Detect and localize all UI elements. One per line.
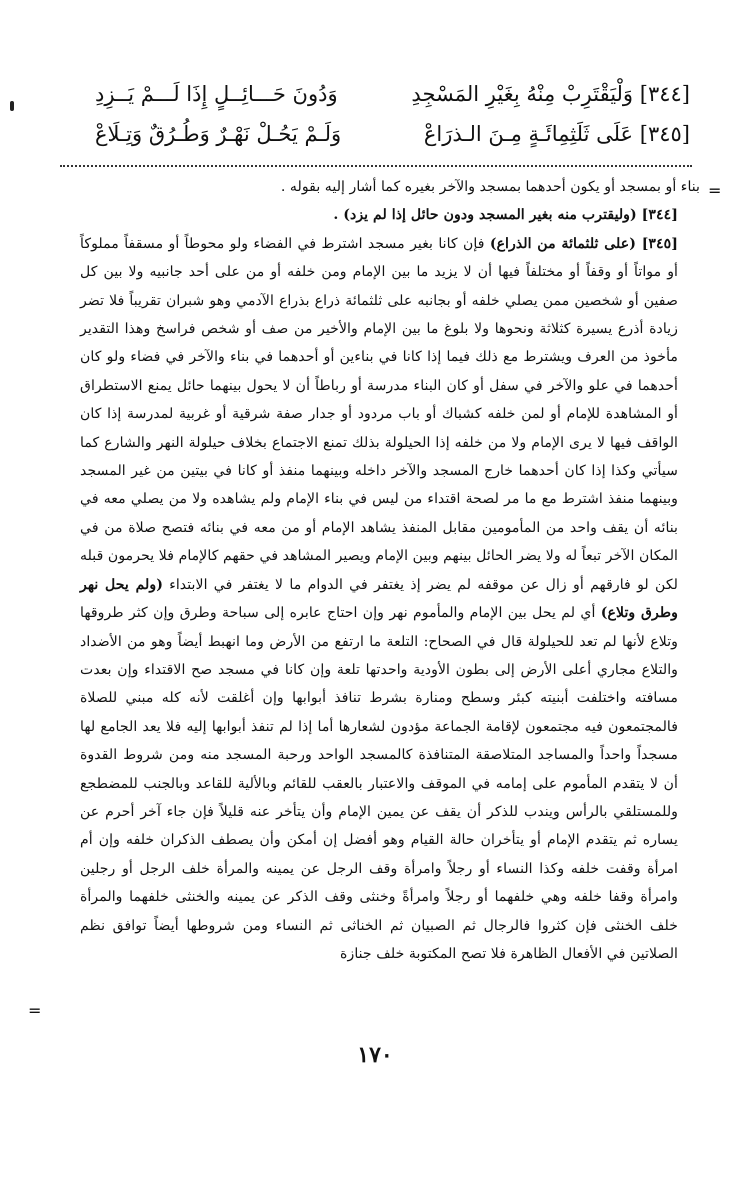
- commentary-intro: بناء أو بمسجد أو يكون أحدهما بمسجد والآخر بغيره كما أشار إليه بقوله .: [280, 179, 700, 195]
- commentary-quote-344: [٣٤٤] (وليقترب منه بغير المسجد ودون حائل إذا لم يزد) .: [333, 207, 678, 224]
- continuation-mark-top: =: [708, 181, 722, 200]
- verse-344-first-hemistich: [٣٤٤] وَلْيَقْتَرِبْ مِنْهُ بِغَيْرِ المَسْجِدِ: [411, 82, 690, 106]
- verse-block: [95, 74, 690, 154]
- commentary: [80, 173, 700, 968]
- verse-344-second-hemistich: وَدُونَ حَـــائِــلٍ إِذَا لَـــمْ يَــزِدِ: [95, 82, 338, 106]
- verse-commentary-separator: [60, 165, 692, 167]
- verse-345-second-hemistich: وَلَـمْ يَحُـلْ نَهْـرٌ وَطُـرُقٌ وَتِـلَاعْ: [95, 122, 342, 146]
- continuation-mark-bottom: =: [28, 1001, 42, 1020]
- margin-mark: [10, 101, 14, 111]
- commentary-lead-2: (ولم يحل نهر وطرق وتلاع): [80, 576, 678, 622]
- page-number: ١٧٠: [357, 1042, 393, 1068]
- commentary-body-2: أي لم يحل بين الإمام والمأموم نهر وإن احتاج عابره إلى سباحة وطرق وإن كثر طروقها وتلاع لأنها لم تعد للحيلولة قال في الصحاح: التلعة ما ارتفع من الأرض وما انهبط أيضاً وهو من الأضداد والتلاع مجاري أعلى الأرض إلى بطون الأودية واحدتها تلعة وإن كانا في مسجد صح الاقتداء وإن بعدت مسافته واختلفت أبنيته كبئر وسطح ومنارة بشرط تنافذ أبوابها وإن أغلقت لأنه كله مبني للصلاة فالمجتمعون فيه مجتمعون لإقامة الجماعة مؤدون لشعارها أما إذا لم تنفذ أبوابها إليه فلا يعد الجامع لها مسجداً واحداً والمساجد المتلاصقة المتنافذة كالمسجد الواحد ورحبة المسجد منه ومن شروط القدوة أن لا يتقدم المأموم على إمامه في الموقف والاعتبار بالعقب للقائم وبالألية للقاعد وبالجنب للمضطجع وللمستلقي بالرأس ويندب للذكر أن يقف عن يمين الإمام وأن يتأخر عنه قليلاً فإن جاء آخر أحرم عن يساره ثم يتقدم الإمام أو يتأخران حالة القيام وهو أفضل إن أمكن وأن يصطف الذكران خلفه وإن أم امرأة وقفت خلفه وكذا النساء أو رجلاً وامرأة وقف الرجل عن يمينه والمرأة خلف الرجل أو رجلين وامرأة وقفا خلفه وهي خلفهما أو رجلاً وامرأةً وخنثى وقف الذكر عن يمينه والخنثى خلفهما والمرأة خلف الخنثى فإن كثروا فالرجال ثم الصبيان ثم الخناثى ثم النساء ومن شروطها أيضاً توافق نظم الصلاتين في الأفعال الظاهرة فلا تصح المكتوبة خلف جنازة: [80, 605, 678, 962]
- verse-row-344: [95, 74, 690, 114]
- verse-345-first-hemistich: [٣٤٥] عَلَى ثَلَثِمِائَـةٍ مِـنَ الـذرَاعْ: [423, 122, 690, 146]
- commentary-body-1: فإن كانا بغير مسجد اشترط في الفضاء ولو محوطاً أو مسقفاً مملوكاً أو مواتاً أو وقفاً أو مختلفاً فيها أن لا يزيد ما بين الإمام ومن خلفه أو من على أحد جانبيه ولا بين كل صفين أو شخصين ممن يصلي خلفه أو بجانبه على ثلثمائة ذراع بذراع الآدمي وهو شبران تقريباً فلا تضر زيادة أذرع يسيرة كثلاثة ونحوها ولا بلوغ ما بين الإمام والأخير من صف أو شخص فراسخ وهذا التقدير مأخوذ من العرف ويشترط مع ذلك فيما إذا كانا في بناءين أو أحدهما في بناء والآخر في فضاء ولو كان أحدهما في علو والآخر في سفل أو كان البناء مدرسة أو رباطاً أن لا يحول بينهما حائل يمنع الاستطراق أو المشاهدة للإمام أو لمن خلفه كشباك أو باب مردود أو جدار صفة شرقية أو غربية لمدرسة إذا كان الواقف فيها لا يرى الإمام ولا من خلفه إذا الحيلولة بذلك تمنع الاجتماع بخلاف حيلولة النهر والشارع كما سيأتي وكذا إذا كان أحدهما خارج المسجد والآخر داخله وبينهما منفذ أو كانا في بيتين من غير المسجد وبينهما منفذ اشترط مع ما مر لصحة اقتداء من ليس في بناء الإمام ولم يشاهده ولا من يصلي معه في بنائه أن يقف واحد من المأمومين مقابل المنفذ يشاهد الإمام أو من معه في بنائه فتصح صلاة من في المكان الآخر تبعاً له ولا يضر الحائل بينهم وبين الإمام ويصير المشاهد في حقهم كالإمام فلا يحرمون قبله لكن لو فارقهم أو زال عن موقفه لم يضر إذ يغتفر في الدوام ما لا يغتفر في الابتداء: [80, 235, 678, 593]
- commentary-paragraph-345: [80, 230, 700, 969]
- commentary-lead-345: [٣٤٥] (على ثلثمائة من الذراع): [489, 235, 678, 252]
- verse-row-345: [95, 114, 690, 154]
